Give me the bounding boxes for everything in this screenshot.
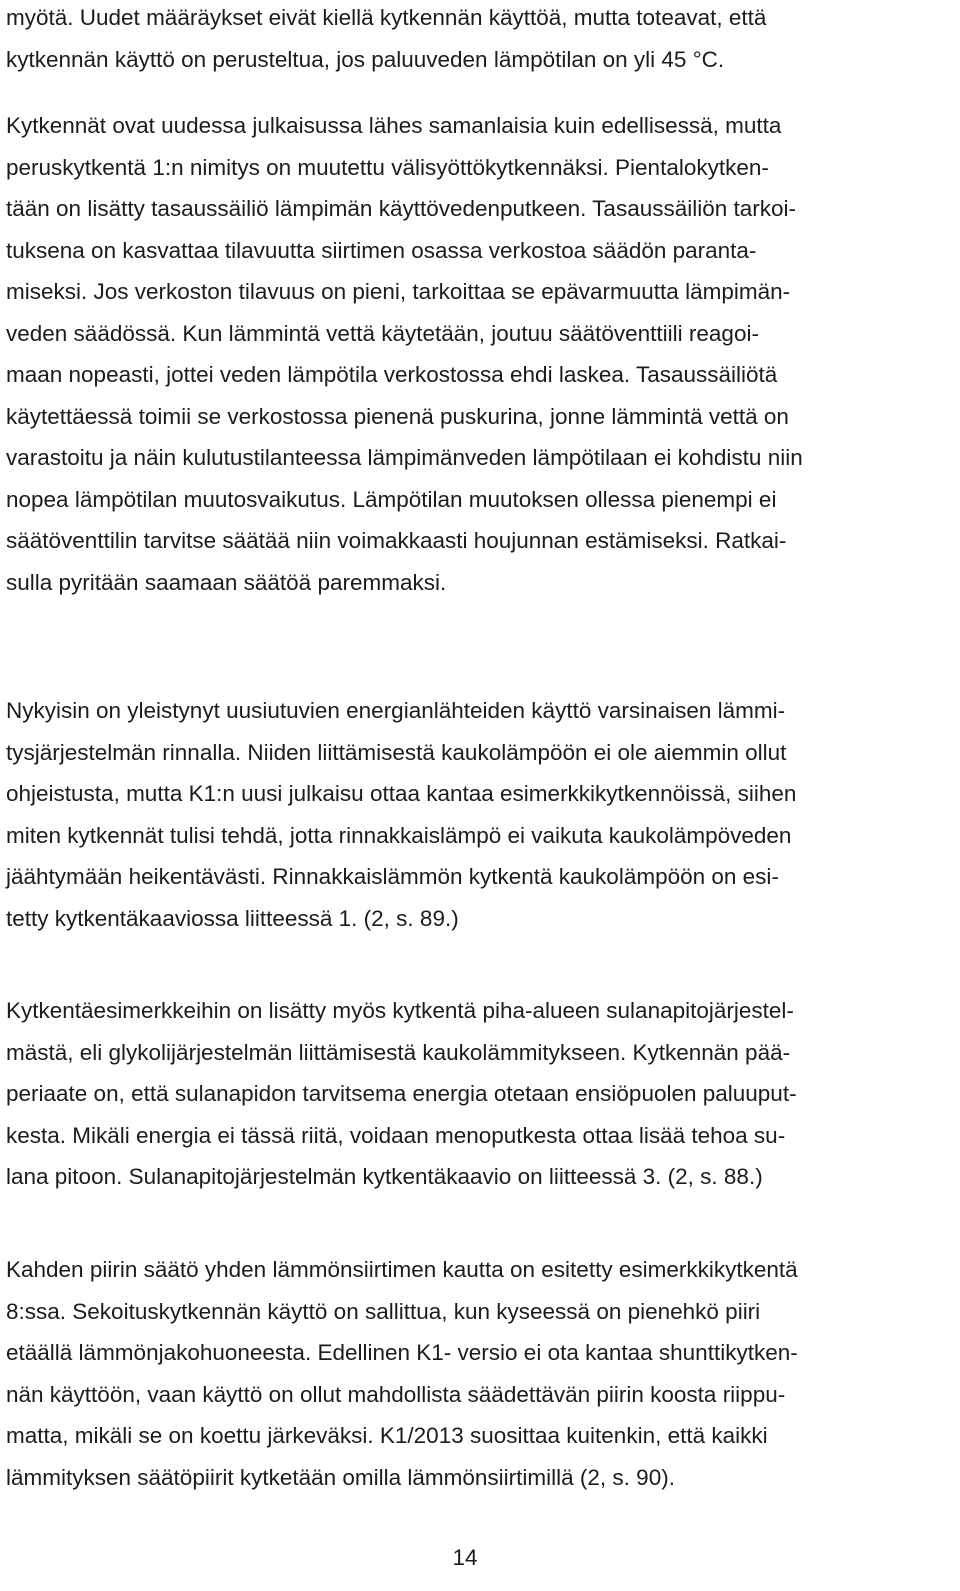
paragraph-5: [6, 1249, 798, 1498]
text-line: Nykyisin on yleistynyt uusiutuvien energianlähteiden käyttö varsinaisen lämmi-: [6, 698, 786, 723]
paragraph-2: [6, 105, 803, 603]
text-line: mästä, eli glykolijärjestelmän liittämisestä kaukolämmitykseen. Kytkennän pää-: [6, 1039, 791, 1065]
text-line: maan nopeasti, jottei veden lämpötila verkostossa ehdi laskea. Tasaussäiliötä: [6, 362, 778, 387]
text-line: jäähtymään heikentävästi. Rinnakkaislämmön kytkentä kaukolämpöön on esi-: [6, 864, 779, 889]
text-line: tetty kytkentäkaaviossa liitteessä 1. (2, s. 89.): [6, 905, 459, 931]
text-line: sulla pyritään saamaan säätöä paremmaksi.: [6, 569, 447, 595]
text-line: miten kytkennät tulisi tehdä, jotta rinnakkaislämpö ei vaikuta kaukolämpöveden: [6, 822, 792, 848]
text-line: matta, mikäli se on koettu järkeväksi. K1/2013 suosittaa kuitenkin, että kaikki: [6, 1423, 768, 1448]
text-line: nän käyttöön, vaan käyttö on ollut mahdollista säädettävän piirin koosta riippu-: [6, 1381, 786, 1407]
text-line: myötä. Uudet määräykset eivät kiellä kytkennän käyttöä, mutta toteavat, että: [6, 5, 767, 30]
paragraph-1: [6, 0, 766, 80]
text-line: tuksena on kasvattaa tilavuutta siirtimen osassa verkostoa säädön paranta-: [6, 237, 757, 263]
paragraph-4: [6, 990, 797, 1198]
text-line: tysjärjestelmän rinnalla. Niiden liittämisestä kaukolämpöön ei ole aiemmin ollut: [6, 739, 787, 765]
page-number: 14: [452, 1545, 478, 1570]
text-line: ohjeistusta, mutta K1:n uusi julkaisu ottaa kantaa esimerkkikytkennöissä, siihen: [6, 781, 797, 806]
text-line: nopea lämpötilan muutosvaikutus. Lämpötilan muutoksen ollessa pienempi ei: [6, 486, 777, 512]
text-line: veden säädössä. Kun lämmintä vettä käytetään, joutuu säätöventtiili reagoi-: [6, 320, 759, 346]
text-line: peruskytkentä 1:n nimitys on muutettu välisyöttökytkennäksi. Pientalokytken-: [6, 154, 769, 180]
paragraph-3: [6, 690, 796, 939]
text-line: miseksi. Jos verkoston tilavuus on pieni, tarkoittaa se epävarmuutta lämpimän-: [6, 279, 791, 304]
text-line: käytettäessä toimii se verkostossa pienenä puskurina, jonne lämmintä vettä on: [6, 403, 789, 429]
text-line: tään on lisätty tasaussäiliö lämpimän käyttövedenputkeen. Tasaussäiliön tarkoi-: [6, 196, 797, 221]
text-line: periaate on, että sulanapidon tarvitsema energia otetaan ensiöpuolen paluuput-: [6, 1081, 797, 1106]
text-line: kesta. Mikäli energia ei tässä riitä, voidaan menoputkesta ottaa lisää tehoa su-: [6, 1122, 786, 1148]
text-line: Kahden piirin säätö yhden lämmönsiirtimen kautta on esitetty esimerkkikytkentä: [6, 1257, 798, 1282]
text-line: Kytkennät ovat uudessa julkaisussa lähes samanlaisia kuin edellisessä, mutta: [6, 113, 782, 138]
text-line: lämmityksen säätöpiirit kytketään omilla lämmönsiirtimillä (2, s. 90).: [6, 1464, 675, 1490]
text-line: säätöventtilin tarvitse säätää niin voimakkaasti houjunnan estämiseksi. Ratkai-: [6, 528, 787, 553]
text-line: kytkennän käyttö on perusteltua, jos paluuveden lämpötilan on yli 45 °C.: [6, 46, 725, 72]
text-line: etäällä lämmönjakohuoneesta. Edellinen K1- versio ei ota kantaa shunttikytken-: [6, 1340, 798, 1365]
text-line: varastoitu ja näin kulutustilanteessa lämpimänveden lämpötilaan ei kohdistu niin: [6, 445, 803, 470]
text-line: 8:ssa. Sekoituskytkennän käyttö on sallittua, kun kyseessä on pienehkö piiri: [6, 1298, 761, 1324]
text-line: Kytkentäesimerkkeihin on lisätty myös kytkentä piha-alueen sulanapitojärjestel-: [6, 998, 794, 1023]
text-line: lana pitoon. Sulanapitojärjestelmän kytkentäkaavio on liitteessä 3. (2, s. 88.): [6, 1164, 763, 1189]
